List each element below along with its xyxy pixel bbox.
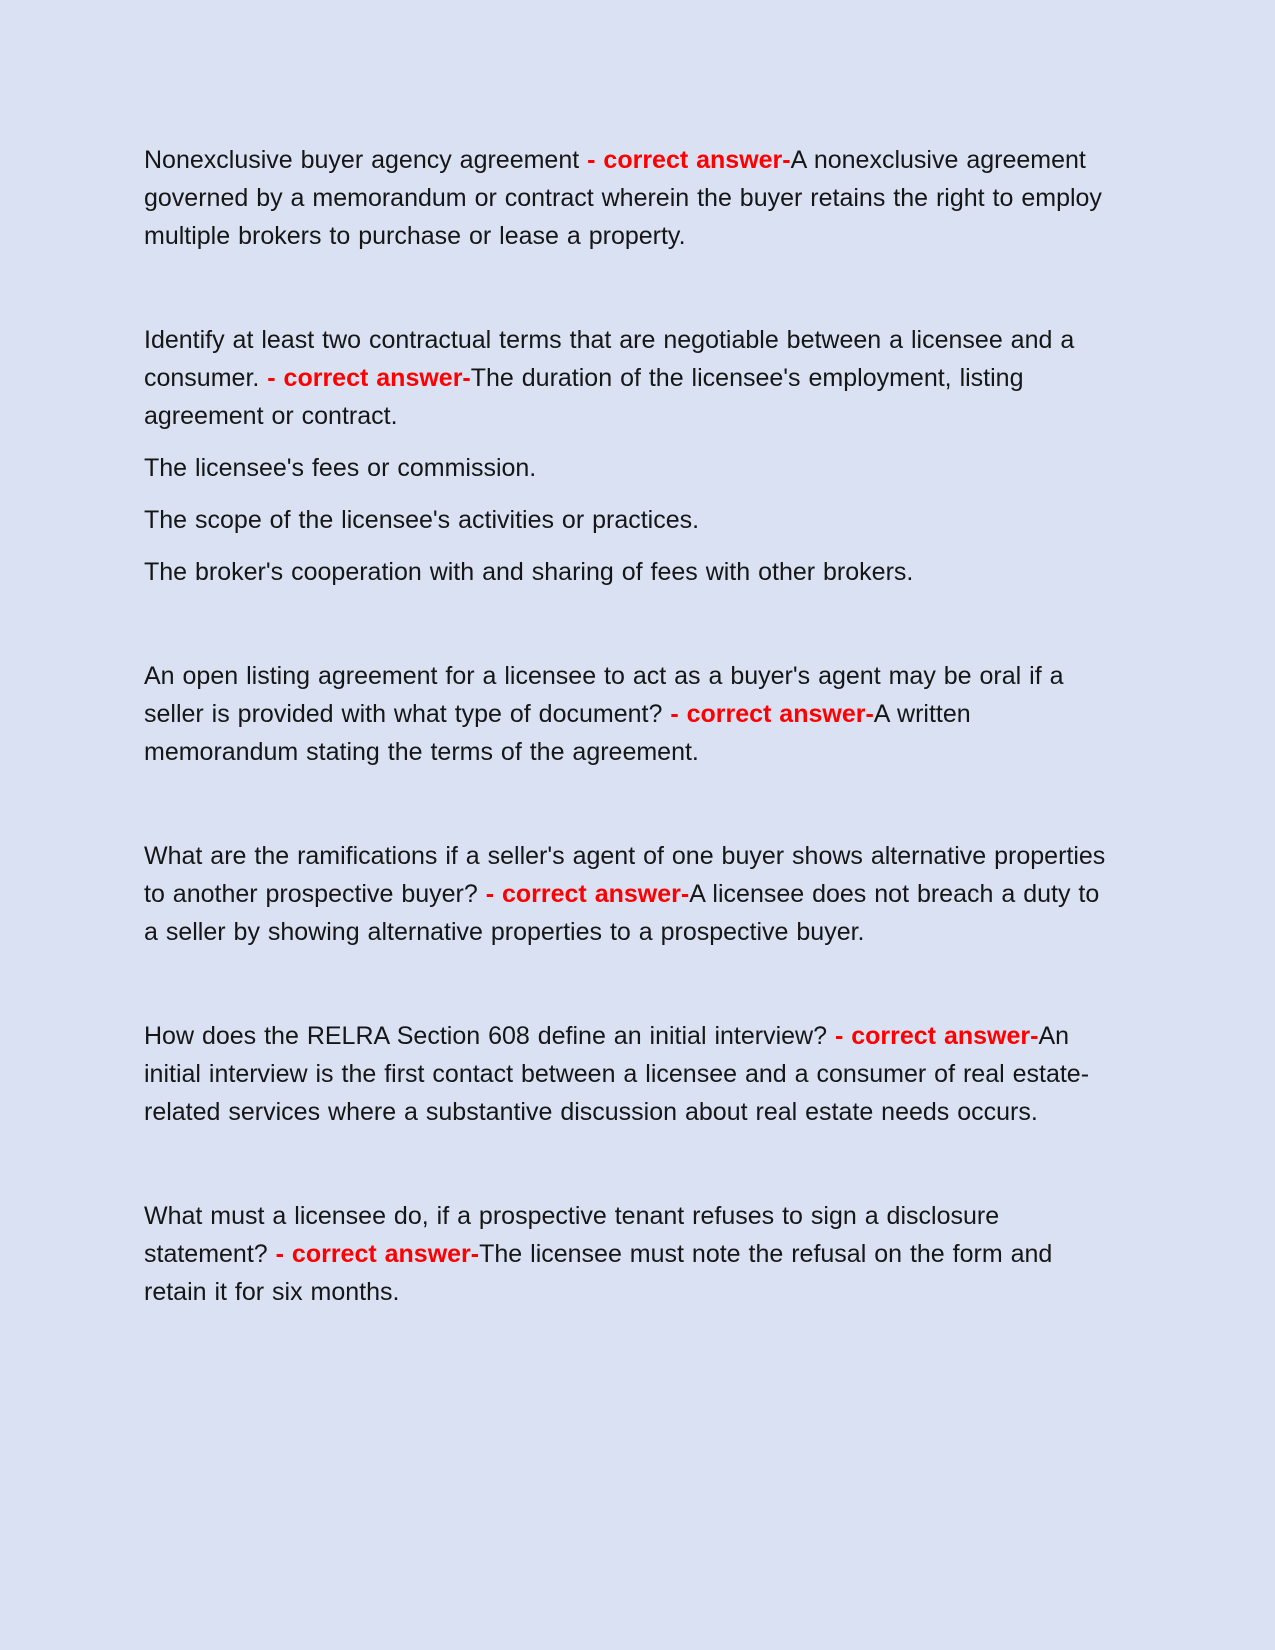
correct-answer-marker: - correct answer-: [834, 1022, 1039, 1050]
qa-paragraph: [144, 501, 1114, 539]
qa-paragraph: [144, 321, 1114, 435]
correct-answer-marker: - correct answer-: [267, 364, 471, 392]
blank-line: [144, 1145, 1114, 1183]
answer-text: The licensee must note the refusal on the form and retain it for six months.: [144, 1240, 1053, 1306]
correct-answer-marker: - correct answer-: [587, 146, 791, 174]
question-text: The scope of the licensee's activities or practices.: [144, 506, 700, 534]
blank-line: [144, 965, 1114, 1003]
question-text: How does the RELRA Section 608 define an initial interview?: [144, 1022, 835, 1050]
correct-answer-marker: - correct answer-: [670, 700, 874, 728]
question-text: An open listing agreement for a licensee to act as a buyer's agent may be oral if a seller is provided with what type of document?: [144, 662, 1064, 728]
qa-paragraph: [144, 1197, 1114, 1311]
answer-text: The duration of the licensee's employment, listing agreement or contract.: [144, 364, 1024, 430]
question-text: The licensee's fees or commission.: [144, 454, 537, 482]
qa-paragraph: [144, 1017, 1114, 1131]
qa-paragraph: [144, 657, 1114, 771]
blank-line: [144, 605, 1114, 643]
question-text: What must a licensee do, if a prospective tenant refuses to sign a disclosure statement?: [144, 1202, 1000, 1268]
answer-text: An initial interview is the first contact between a licensee and a consumer of real estate-related services where a substantive discussion about real estate needs occurs.: [144, 1022, 1090, 1126]
qa-paragraph: [144, 837, 1114, 951]
qa-list: [144, 141, 1114, 1311]
answer-text: A licensee does not breach a duty to a seller by showing alternative properties to a prospective buyer.: [144, 880, 1100, 946]
question-text: Identify at least two contractual terms that are negotiable between a licensee and a consumer.: [144, 326, 1075, 392]
qa-paragraph: [144, 449, 1114, 487]
correct-answer-marker: - correct answer-: [275, 1240, 480, 1268]
blank-line: [144, 269, 1114, 307]
answer-text: A written memorandum stating the terms of the agreement.: [144, 700, 971, 766]
blank-line: [144, 785, 1114, 823]
question-text: What are the ramifications if a seller's agent of one buyer shows alternative properties to another prospective buyer?: [144, 842, 1106, 908]
qa-paragraph: [144, 141, 1114, 255]
answer-text: A nonexclusive agreement governed by a memorandum or contract wherein the buyer retains the right to employ multiple brokers to purchase or lease a property.: [144, 146, 1102, 250]
question-text: Nonexclusive buyer agency agreement: [144, 146, 588, 174]
question-text: The broker's cooperation with and sharing of fees with other brokers.: [144, 558, 914, 586]
correct-answer-marker: - correct answer-: [485, 880, 690, 908]
qa-paragraph: [144, 553, 1114, 591]
